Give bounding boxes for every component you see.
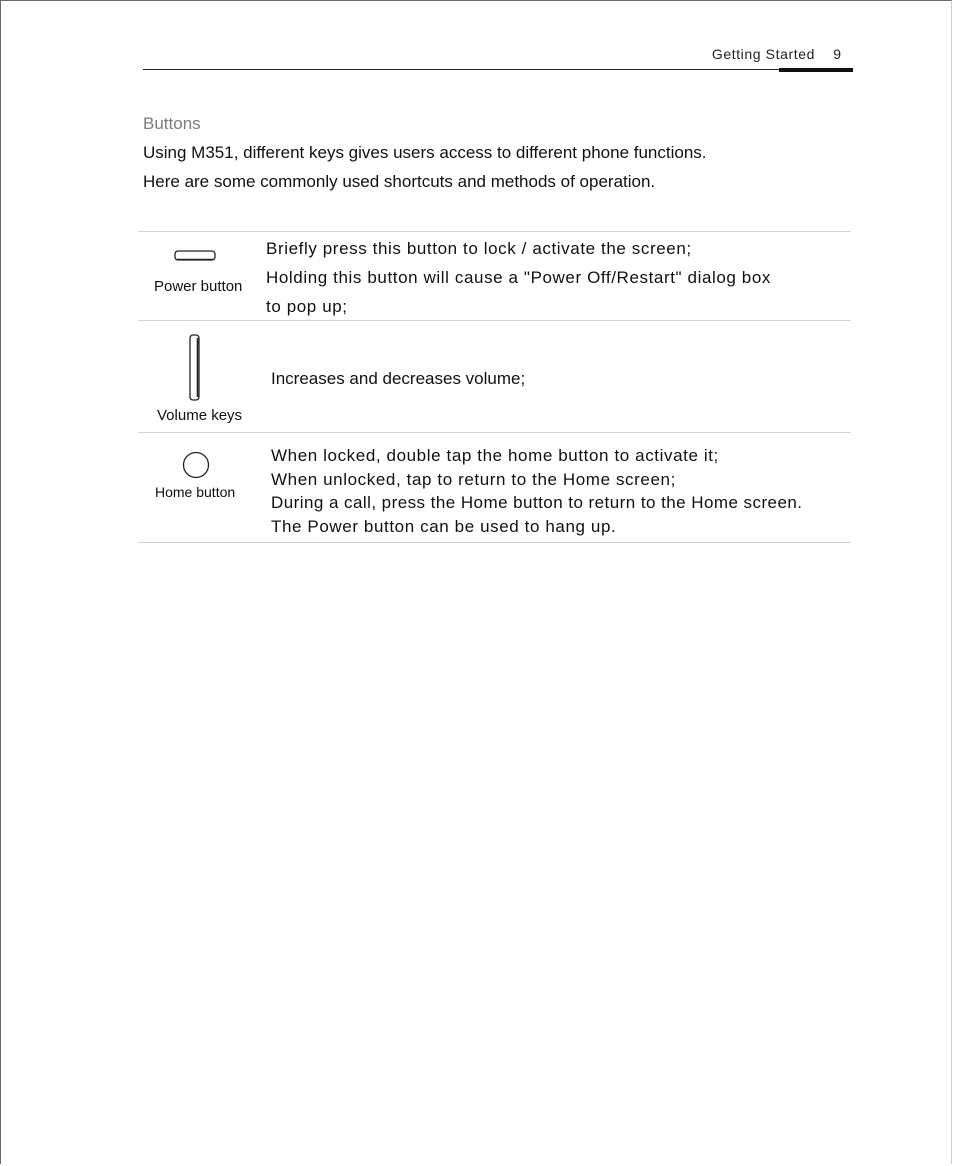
table-rule-bottom [138, 542, 851, 543]
volume-keys-label: Volume keys [157, 407, 243, 424]
home-button-icon [181, 451, 211, 481]
running-header [143, 44, 853, 70]
home-desc-line: During a call, press the Home button to return to the Home screen. [271, 493, 803, 512]
table-rule [138, 320, 851, 321]
power-desc-line: to pop up; [266, 297, 348, 316]
intro-line: Here are some commonly used shortcuts and methods of operation. [143, 172, 656, 191]
volume-keys-icon [188, 334, 202, 402]
power-button-label: Power button [154, 278, 243, 295]
table-rule-top [138, 231, 851, 232]
home-desc-line: When unlocked, tap to return to the Home screen; [271, 470, 676, 489]
power-desc-line: Holding this button will cause a "Power Off/Restart" dialog box [266, 268, 772, 287]
intro-line: Using M351, different keys gives users access to different phone functions. [143, 143, 707, 162]
volume-desc-line: Increases and decreases volume; [271, 369, 526, 388]
power-desc-line: Briefly press this button to lock / activate the screen; [266, 239, 692, 258]
header-title: Getting Started [711, 46, 815, 62]
header-rule [143, 69, 853, 70]
home-desc-line: The Power button can be used to hang up. [271, 517, 617, 536]
home-button-label: Home button [155, 484, 236, 500]
section-heading: Buttons [143, 114, 201, 133]
power-button-icon [174, 250, 218, 262]
table-rule [138, 432, 851, 433]
home-desc-line: When locked, double tap the home button to activate it; [271, 446, 719, 465]
header-accent-bar [779, 68, 853, 72]
page-number: 9 [833, 46, 841, 62]
